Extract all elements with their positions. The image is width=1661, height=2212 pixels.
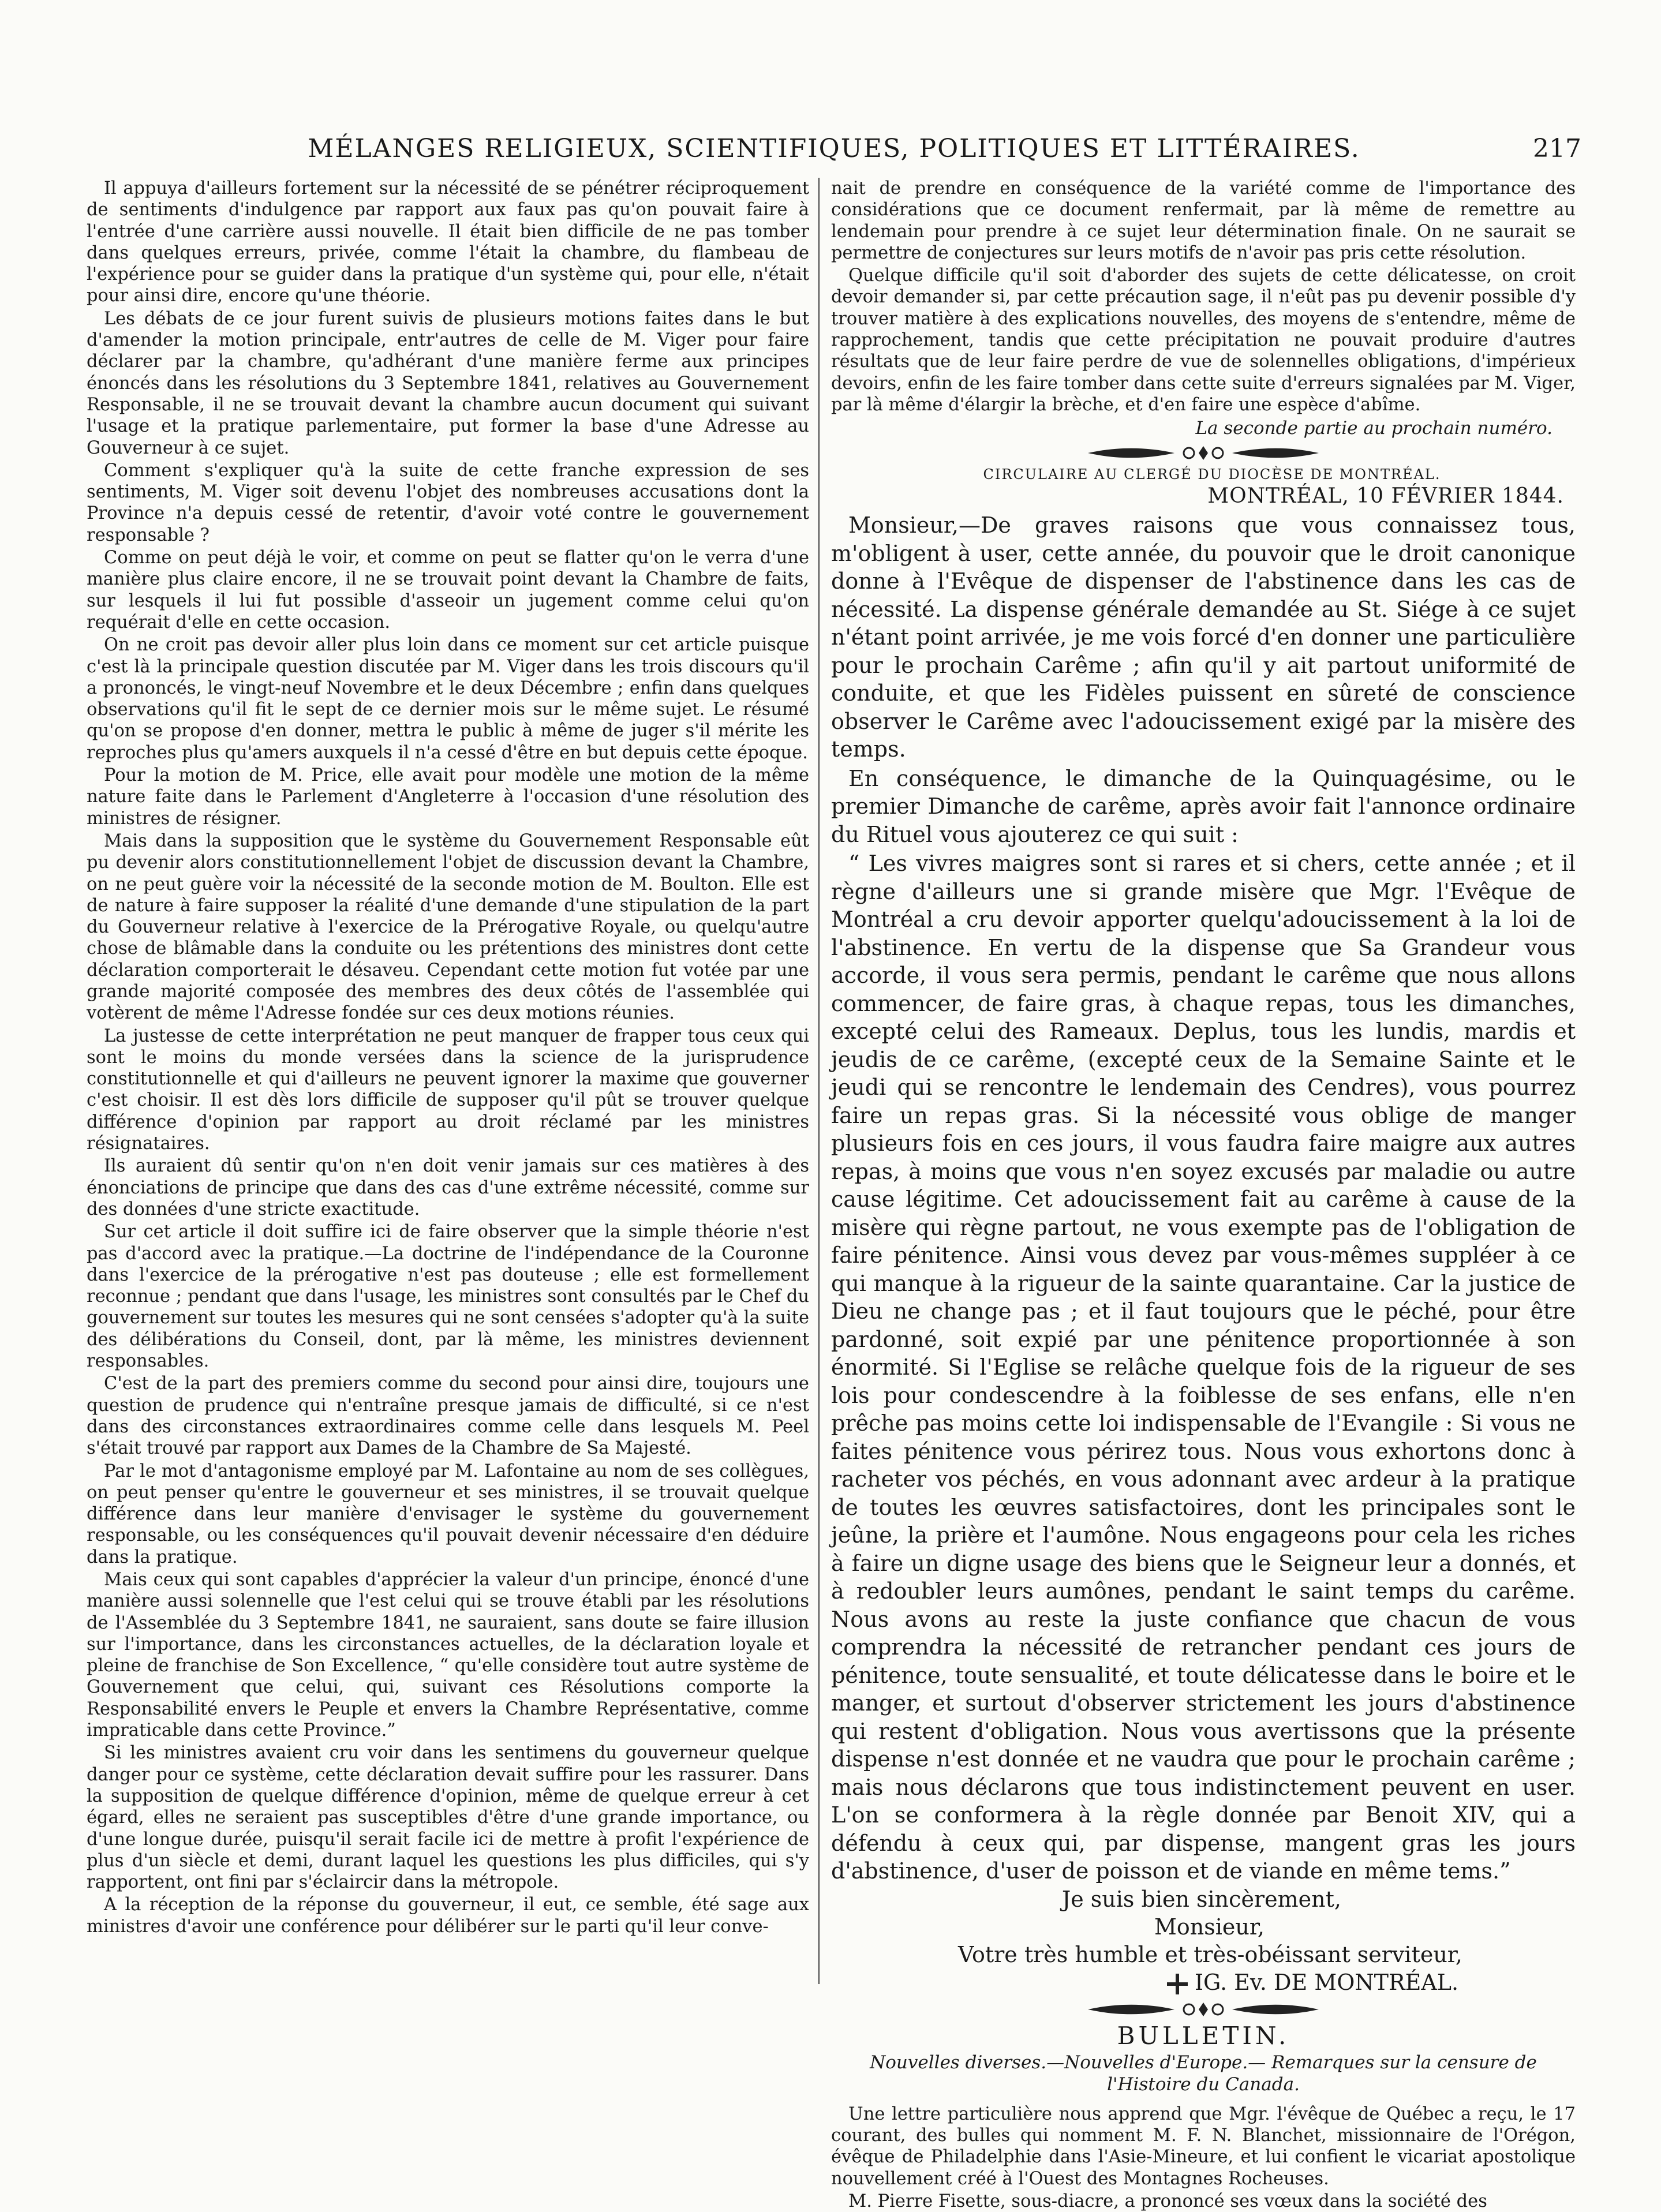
left-paragraph: Il appuya d'ailleurs fortement sur la nécessité de se pénétrer réciproquement de sentiments d'indulgence par rapport aux faux pas qu'on pouvait faire à l'entrée d'une carrière aussi nouvelle. Il était bien difficile de ne pas tomber dans quelques erreurs, privée, comme l'était la chambre, du flambeau de l'expérience pour se guider dans la pratique d'un système qui, pour elle, n'était pour ainsi dire, encore qu'une théorie. bbox=[87, 178, 809, 306]
left-paragraph: Si les ministres avaient cru voir dans les sentimens du gouverneur quelque danger pour ce système, cette déclaration devait suffire pour les rassurer. Dans la supposition de quelque différence d'opinion, même de quelque erreur à cet égard, elles ne seraient pas susceptibles d'être d'une grande importance, ou d'une longue durée, puisqu'il serait facile ici de mettre à profit l'expérience de plus d'un siècle et demi, durant laquel les questions les plus difficiles, qui s'y rapportent, ont fini par s'éclaircir dans la métropole. bbox=[87, 1743, 809, 1893]
circular-paragraph: “ Les vivres maigres sont si rares et si chers, cette année ; et il règne d'ailleurs une si grande misère que Mgr. l'Evêque de Montréal a cru devoir apporter quelqu'adoucissement à la loi de l'abstinence. En vertu de la dispense que Sa Grandeur vous accorde, il vous sera permis, pendant le carême que nous allons commencer, de faire gras, à chaque repas, tous les dimanches, excepté celui des Rameaux. Deplus, tous les lundis, mardis et jeudis de ce carême, (excepté ceux de la Semaine Sainte et le jeudi qui se rencontre le lendemain des Cendres), vous pourrez faire un repas gras. Si la nécessité vous oblige de manger plusieurs fois en ces jours, il vous faudra faire maigre aux autres repas, à moins que vous n'en soyez excusés par maladie ou autre cause légitime. Cet adoucissement fait au carême à cause de la misère qui règne partout, ne vous exempte pas de l'obligation de faire pénitence. Ainsi vous devez par vous-mêmes suppléer à ce qui manque à la rigueur de la sainte quarantaine. Car la justice de Dieu ne change pas ; et il faut toujours que le péché, pour être pardonné, soit expié par une pénitence proportionnée à son énormité. Si l'Eglise se relâche quelque fois de la rigueur de ses lois pour condescendre à la foiblesse de ses enfans, elle n'en prêche pas moins cette loi indispensable de l'Evangile : Si vous ne faites pénitence vous périrez tous. Nous vous exhortons donc à racheter vos péchés, en vous adonnant avec ardeur à la pratique de toutes les œuvres satisfactoires, dont les principales sont le jeûne, la prière et l'aumône. Nous engageons pour cela les riches à faire un digne usage des biens que le Seigneur leur a donnés, et à redoubler leurs aumônes, pendant le saint temps du carême. Nous avons au reste la juste confiance que chacun de vous comprendra la nécessité de retrancher pendant ces jours de pénitence, toute sensualité, et toute délicatesse dans le boire et le manger, et surtout d'observer strictement les jours d'abstinence qui restent d'obligation. Nous vous avertissons que la présente dispense n'est donnée et ne vaudra que pour le prochain carême ; mais nous déclarons que tous indistinctement peuvent en user. L'on se conformera à la règle donnée par Benoit XIV, qui a défendu à ceux qui, par dispense, mangent gras les jours d'abstinence, d'user de poisson et de viande en même tems.” bbox=[831, 851, 1576, 1884]
circular-dateline: MONTRÉAL, 10 FÉVRIER 1844. bbox=[1207, 484, 1564, 508]
circular-closing bbox=[831, 1885, 1576, 1996]
left-paragraph: A la réception de la réponse du gouverneur, il eut, ce semble, été sage aux ministres d'avoir une conférence pour délibérer sur le parti qu'il leur conve- bbox=[87, 1895, 809, 1937]
left-paragraph: Comment s'expliquer qu'à la suite de cette franche expression de ses sentiments, M. Viger soit devenu l'objet des nombreuses accusations dont la Province n'a depuis cessé de retentir, d'avoir voté contre le gouvernement responsable ? bbox=[87, 460, 809, 545]
left-paragraph: On ne croit pas devoir aller plus loin dans ce moment sur cet article puisque c'est là la principale question discutée par M. Viger dans les trois discours qu'il a prononcés, le vingt-neuf Novembre et le deux Décembre ; enfin dans quelques observations qu'il fit le sept de ce dernier mois sur le même sujet. Le résumé qu'on se propose d'en donner, mettra le public à même de juger s'il mérite les reproches plus qu'amers auxquels il n'a cessé d'être en but depuis cette époque. bbox=[87, 635, 809, 763]
left-paragraph: Par le mot d'antagonisme employé par M. Lafontaine au nom de ses collègues, on peut penser qu'entre le gouverneur et ses ministres, il se trouvait quelque différence dans leur manière d'envisager le système du gouvernement responsable, ou les conséquences qu'il pouvait devenir nécessaire d'en déduire dans la pratique. bbox=[87, 1461, 809, 1567]
circular-body bbox=[831, 511, 1576, 1885]
episcopal-cross-icon bbox=[1166, 1973, 1189, 1996]
ornament-divider-icon bbox=[1082, 2001, 1325, 2018]
bulletin-paragraph: Une lettre particulière nous apprend que Mgr. l'évêque de Québec a reçu, le 17 courant, des bulles qui nomment M. F. N. Blanchet, missionnaire de l'Orégon, évêque de Philadelphie dans l'Asie-Mineure, et lui confient le vicariat apostolique nouvellement créé à l'Ouest des Montagnes Rocheuses. bbox=[831, 2104, 1576, 2189]
running-head bbox=[87, 134, 1581, 174]
signature: IG. Ev. DE MONTRÉAL. bbox=[1195, 1969, 1459, 1995]
left-paragraph: Ils auraient dû sentir qu'on n'en doit venir jamais sur ces matières à des énonciations de principe que dans des cas d'une extrême nécessité, comme sur des données d'une stricte exactitude. bbox=[87, 1156, 809, 1219]
right-paragraph: Quelque difficile qu'il soit d'aborder des sujets de cette délicatesse, on croit devoir demander si, par cette précaution sage, il n'eût pas pu devenir possible d'y trouver matière à des explications nouvelles, des moyens de s'entendre, même de rapprochement, tandis que cette précipitation ne pouvait produire d'autres résultats que de leur faire perdre de vue de solennelles obligations, d'impérieux devoirs, enfin de les faire tomber dans cette suite d'erreurs signalées par M. Viger, par là même d'élargir la brèche, et d'en faire une espèce d'abîme. bbox=[831, 265, 1576, 415]
circular-paragraph: En conséquence, le dimanche de la Quinquagésime, ou le premier Dimanche de carême, après avoir fait l'annonce ordinaire du Rituel vous ajouterez ce qui suit : bbox=[831, 765, 1576, 847]
left-column bbox=[87, 178, 809, 1937]
left-paragraph: Pour la motion de M. Price, elle avait pour modèle une motion de la même nature faite dans le Parlement d'Angleterre à l'occasion d'une résolution des ministres de résigner. bbox=[87, 765, 809, 829]
closing-line: Je suis bien sincèrement, bbox=[1062, 1886, 1341, 1912]
right-paragraph: nait de prendre en conséquence de la variété comme de l'importance des considérations que ce document renfermait, par là même de remettre au lendemain pour prendre à ce sujet leur détermination finale. On ne saurait se permettre de conjectures sur leurs motifs de n'avoir pas pris cette résolution. bbox=[831, 178, 1576, 263]
left-paragraph: Mais ceux qui sont capables d'apprécier la valeur d'un principe, énoncé d'une manière aussi solennelle que l'est celui qui se trouve établi par les résolutions de l'Assemblée du 3 Septembre 1841, ne sauraient, sans doute se faire illusion sur l'importance, dans les circonstances actuelles, de la déclaration loyale et pleine de franchise de Son Excellence, “ qu'elle considère tout autre système de Gouvernement que celui, qui, suivant ces Résolutions comporte la Responsabilité envers le Peuple et envers la Chambre Représentative, comme impraticable dans cette Province.” bbox=[87, 1570, 809, 1741]
circular-paragraph: Monsieur,—De graves raisons que vous connaissez tous, m'obligent à user, cette année, du pouvoir que le droit canonique donne à l'Evêque de dispenser de l'abstinence dans les cas de nécessité. La dispense générale demandée au St. Siége à ce sujet n'étant point arrivée, je me vois forcé d'en donner une particulière pour le prochain Carême ; afin qu'il y ait partout uniformité de conduite, et que les Fidèles puissent en sûreté de conscience observer le Carême avec l'adoucissement exigé par la misère des temps. bbox=[831, 512, 1576, 762]
left-paragraph: Les débats de ce jour furent suivis de plusieurs motions faites dans le but d'amender la motion principale, entr'autres de celle de M. Viger pour faire déclarer par la chambre, qu'adhérant d'une manière ferme aux principes énoncés dans les résolutions du 3 Septembre 1841, relatives au Gouvernement Responsable, il ne se trouvait devant la chambre aucun document qui suivant l'usage et la pratique parlementaire, put former la base d'une Adresse au Gouverneur à ce sujet. bbox=[87, 308, 809, 458]
left-paragraph: La justesse de cette interprétation ne peut manquer de frapper tous ceux qui sont le moins du monde versées dans la science de la jurisprudence constitutionnelle et qui d'ailleurs ne peuvent ignorer la maxime que gouverner c'est choisir. Il est dès lors difficile de supposer qu'il pût se trouver quelque différence d'opinion par rapport au droit réclamé par les ministres résignataires. bbox=[87, 1025, 809, 1154]
bulletin-title: BULLETIN. bbox=[1117, 2021, 1290, 2050]
page-number: 217 bbox=[1533, 134, 1581, 163]
left-paragraph: C'est de la part des premiers comme du second pour ainsi dire, toujours une question de prudence qui n'entraîne presque jamais de difficulté, si ce n'est dans des circonstances extraordinaires comme celle dans lesquels M. Peel s'était trouvé par rapport aux Dames de la Chambre de Sa Majesté. bbox=[87, 1373, 809, 1459]
ornament-divider-icon bbox=[1082, 444, 1325, 462]
continued-note: La seconde partie au prochain numéro. bbox=[1195, 418, 1552, 439]
column-rule bbox=[818, 178, 820, 1984]
right-column bbox=[831, 178, 1576, 2212]
left-paragraph: Sur cet article il doit suffire ici de faire observer que la simple théorie n'est pas d'accord avec la pratique.—La doctrine de l'indépendance de la Couronne dans l'exercice de la prérogative n'est pas douteuse ; elle est formellement reconnue ; pendant que dans l'usage, les ministres sont consultés par le Chef du gouvernement sur toutes les mesures qui ne sont censées s'adopter qu'à la suite des délibérations du Conseil, dont, par là même, les ministres deviennent responsables. bbox=[87, 1222, 809, 1372]
running-title: MÉLANGES RELIGIEUX, SCIENTIFIQUES, POLITIQUES ET LITTÉRAIRES. bbox=[308, 134, 1360, 163]
signature-line bbox=[831, 1968, 1576, 1996]
circular-heading: CIRCULAIRE AU CLERGÉ DU DIOCÈSE DE MONTRÉAL. bbox=[983, 466, 1441, 483]
bulletin-paragraph: M. Pierre Fisette, sous-diacre, a prononcé ses vœux dans la société des bbox=[848, 2191, 1487, 2211]
closing-line: Votre très humble et très-obéissant serviteur, bbox=[958, 1941, 1462, 1967]
bulletin-subtitle: Nouvelles diverses.—Nouvelles d'Europe.— Remarques sur la censure de l'Histoire du Canada. bbox=[870, 2052, 1537, 2095]
closing-line: Monsieur, bbox=[1154, 1914, 1265, 1940]
left-paragraph: Mais dans la supposition que le système du Gouvernement Responsable eût pu devenir alors constitutionnellement l'objet de discussion devant la Chambre, on ne peut guère voir la nécessité de la seconde motion de M. Boulton. Elle est de nature à faire supposer la réalité d'une demande d'une stipulation de la part du Gouverneur relative à l'exercice de la Prérogative Royale, ou quelqu'autre chose de blâmable dans la conduite ou les prétentions des ministres dont cette déclaration comporterait le désaveu. Cependant cette motion fut votée par une grande majorité composée des membres des deux côtés de l'assemblée qui votèrent de même l'Adresse fondée sur ces deux motions réunies. bbox=[87, 830, 809, 1024]
left-paragraph: Comme on peut déjà le voir, et comme on peut se flatter qu'on le verra d'une manière plus claire encore, il ne se trouvait point devant la Chambre de faits, sur lesquels il lui fut possible d'asseoir un jugement comme celui qu'on requérait d'elle en cette occasion. bbox=[87, 548, 809, 632]
